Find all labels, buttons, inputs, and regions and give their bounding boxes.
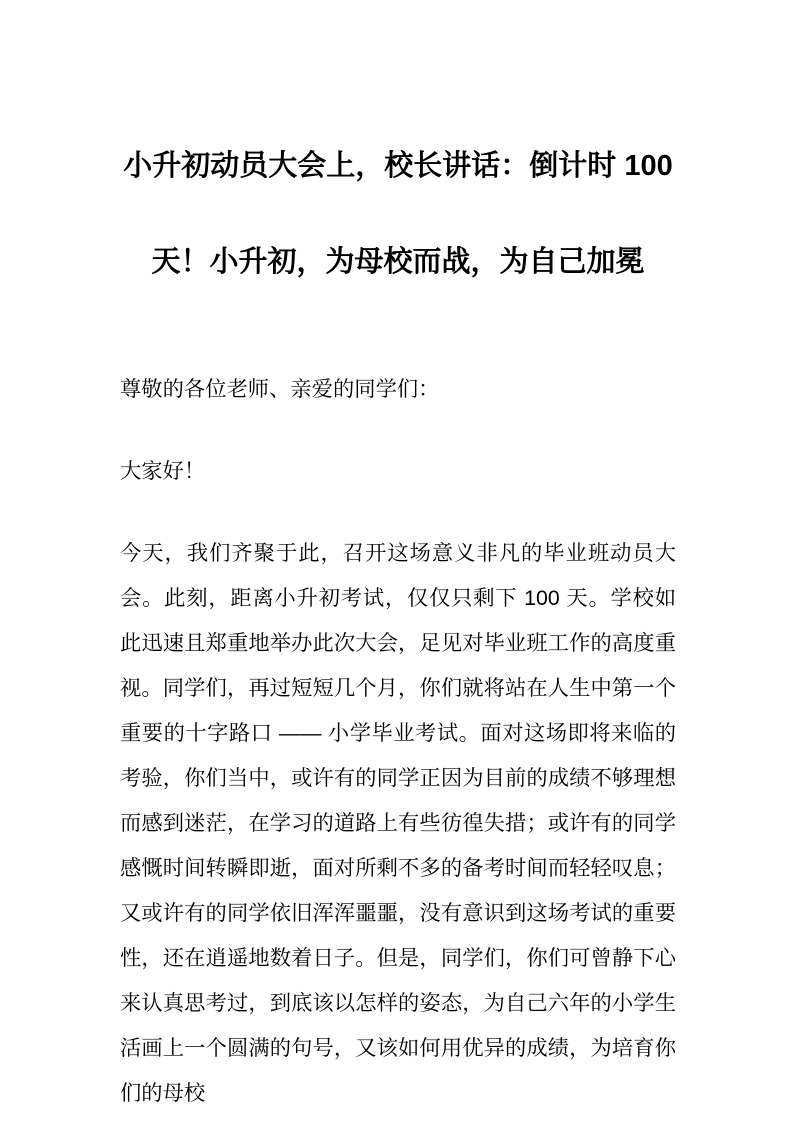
paragraph-salutation: 尊敬的各位老师、亲爱的同学们： <box>120 377 440 402</box>
document-content <box>120 19 676 1116</box>
doc-title <box>120 19 676 310</box>
doc-title-line-2: 天！小升初，为母校而战，为自己加冕 <box>151 246 645 279</box>
paragraph-body: 今天，我们齐聚于此，召开这场意义非凡的毕业班动员大会。此刻，距离小升初考试，仅仅只剩下 100 天。学校如此迅速且郑重地举办此次大会，足见对毕业班工作的高度重视。同学们，再过短短几个月，你们就将站在人生中第一个重要的十字路口 —— 小学毕业考试。面对这场即将来临的考验，你们当中，或许有的同学正因为目前的成绩不够理想而感到迷茫，在学习的道路上有些彷徨失措；或许有的同学感慨时间转瞬即逝，面对所剩不多的备考时间而轻轻叹息；又或许有的同学依旧浑浑噩噩，没有意识到这场考试的重要性，还在逍遥地数着日子。但是，同学们，你们可曾静下心来认真思考过，到底该以怎样的姿态，为自己六年的小学生活画上一个圆满的句号，又该如何用优异的成绩，为培育你们的母校 <box>120 541 676 1106</box>
paragraph-greeting: 大家好！ <box>120 459 206 484</box>
doc-title-line-1: 小升初动员大会上，校长讲话：倒计时 100 <box>123 150 673 183</box>
doc-body <box>120 367 676 1116</box>
